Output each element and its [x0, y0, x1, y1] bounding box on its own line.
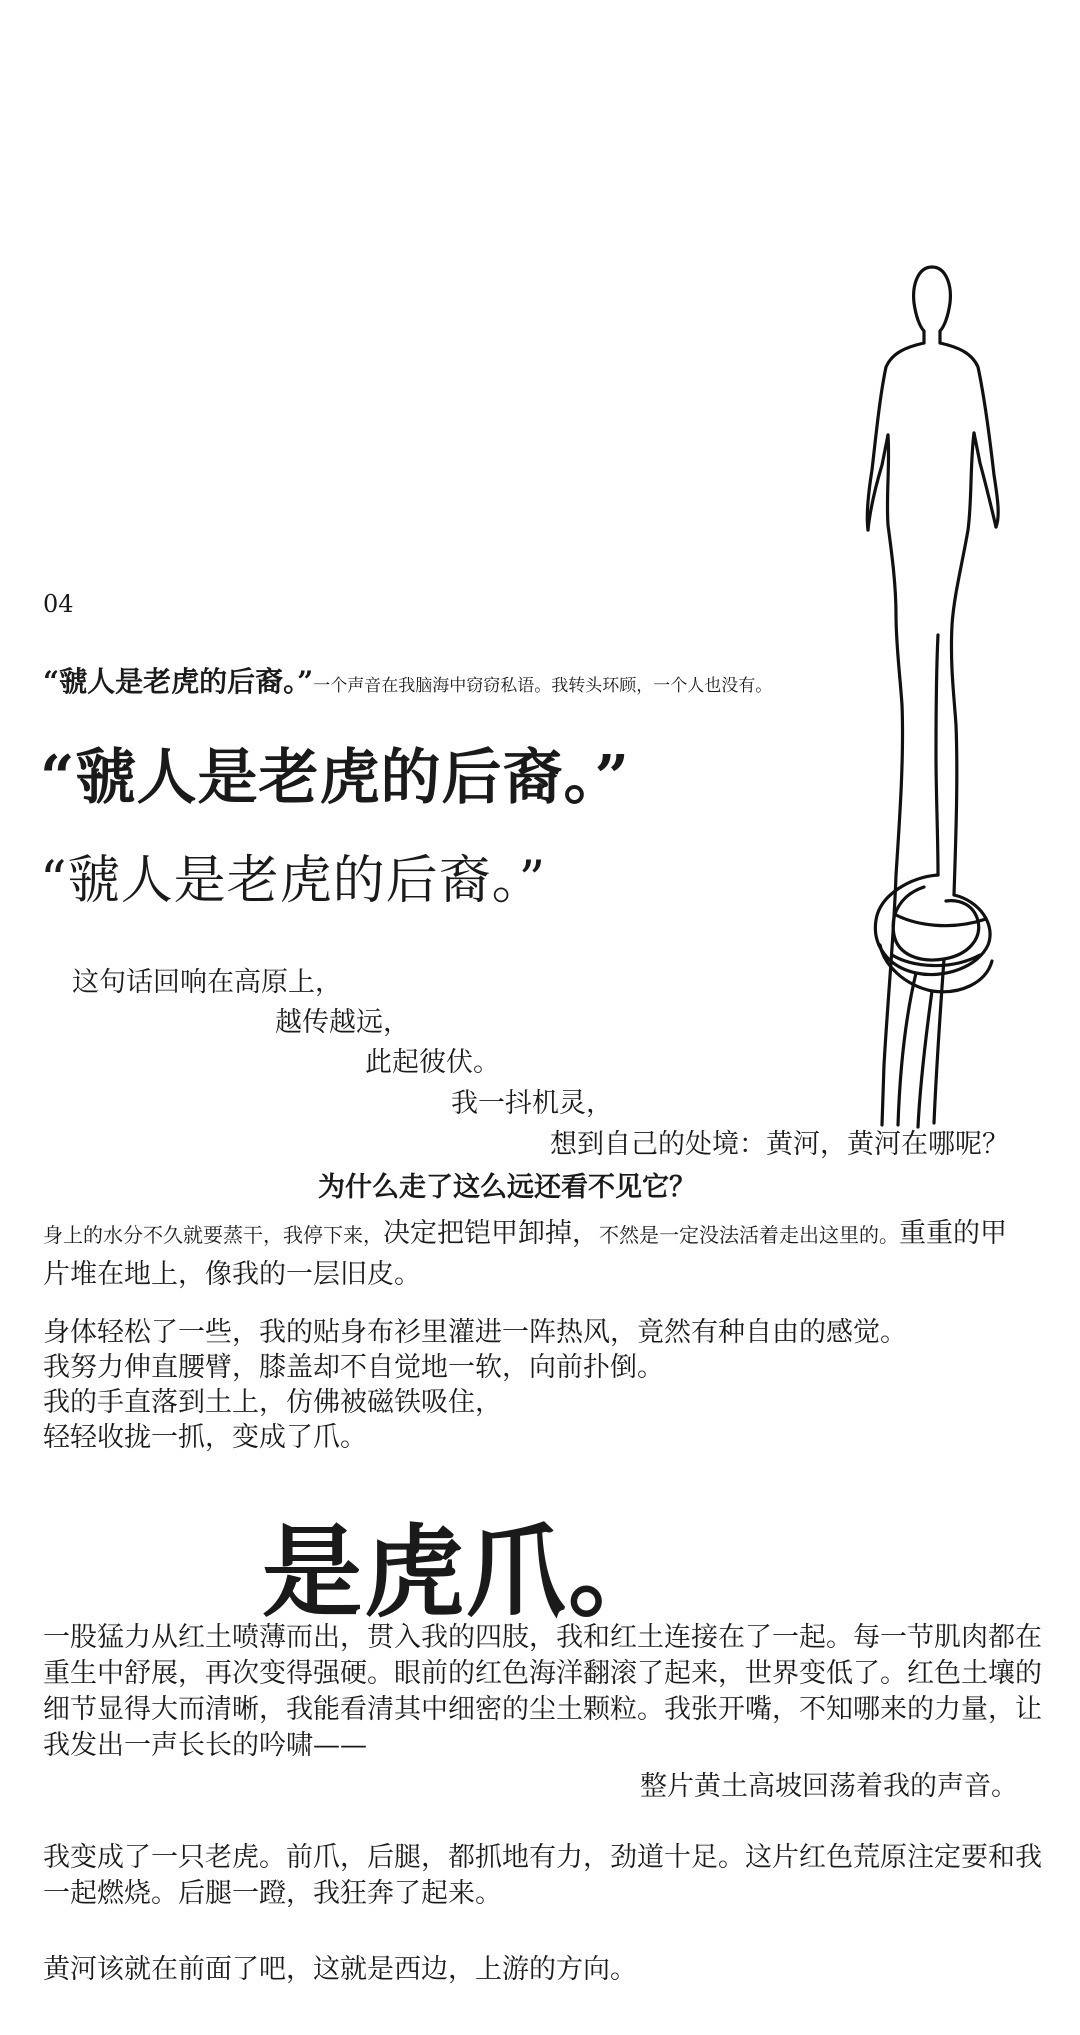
paragraph-armor-big-b: 重重的甲片堆在地上，像我的一层旧皮。: [43, 1218, 1007, 1290]
page-number: 04: [43, 590, 74, 618]
paragraph-armor-big-a: 决定把铠甲卸掉，: [383, 1218, 599, 1249]
human-figure-with-knotted-rope-icon: [840, 255, 1020, 1135]
paragraph-armor-small-a: 身上的水分不久就要蒸干，我停下来，: [43, 1223, 383, 1247]
cascade-line: 这句话回响在高原上，: [72, 967, 342, 998]
cascade-line: 越传越远，: [275, 1007, 410, 1038]
paragraph-body-lighter: [43, 1315, 907, 1455]
paragraph-yellow-river: 黄河该就在前面了吧，这就是西边，上游的方向。: [43, 1954, 637, 1985]
paragraph-line: 轻轻收拢一抓，变成了爪。: [43, 1422, 367, 1453]
paragraph-armor-small-b: 不然是一定没法活着走出这里的。: [599, 1223, 899, 1247]
intro-quote: “虢人是老虎的后裔。”: [43, 665, 314, 698]
tiger-claw-heading: 是虎爪。: [262, 1513, 670, 1631]
intro-rest: 一个声音在我脑海中窃窃私语。我转头环顾，一个人也没有。: [313, 676, 773, 696]
paragraph-transformation: 一股猛力从红土喷薄而出，贯入我的四肢，我和红土连接在了一起。每一节肌肉都在重生中舒展，再次变得强硬。眼前的红色海洋翻滚了起来，世界变低了。红色土壤的细节显得大而清晰，我能看清其中细密的尘土颗粒。我张开嘴，不知哪来的力量，让我发出一声长长的吟啸——: [43, 1622, 1042, 1761]
paragraph-tiger: 我变成了一只老虎。前爪，后腿，都抓地有力，劲道十足。这片红色荒原注定要和我一起燃烧。后腿一蹬，我狂奔了起来。: [43, 1842, 1042, 1909]
paragraph-echo: 整片黄土高坡回荡着我的声音。: [640, 1771, 1018, 1802]
cascade-line: 想到自己的处境：黄河，黄河在哪呢？: [550, 1129, 1009, 1160]
paragraph-line: 我努力伸直腰臂，膝盖却不自觉地一软，向前扑倒。: [43, 1352, 664, 1383]
cascade-line: 我一抖机灵，: [451, 1088, 613, 1119]
paragraph-armor: [43, 1214, 1033, 1295]
headline-bold: “虢人是老虎的后裔。”: [40, 743, 631, 813]
intro-line: [43, 660, 772, 700]
paragraph-line: 我的手直落到土上，仿佛被磁铁吸住，: [43, 1387, 502, 1418]
cascade-line: 此起彼伏。: [365, 1047, 500, 1078]
cascade-question: 为什么走了这么远还看不见它？: [318, 1172, 696, 1203]
headline-light: “虢人是老虎的后裔。”: [40, 851, 547, 911]
paragraph-line: 身体轻松了一些，我的贴身布衫里灌进一阵热风，竟然有种自由的感觉。: [43, 1317, 907, 1348]
